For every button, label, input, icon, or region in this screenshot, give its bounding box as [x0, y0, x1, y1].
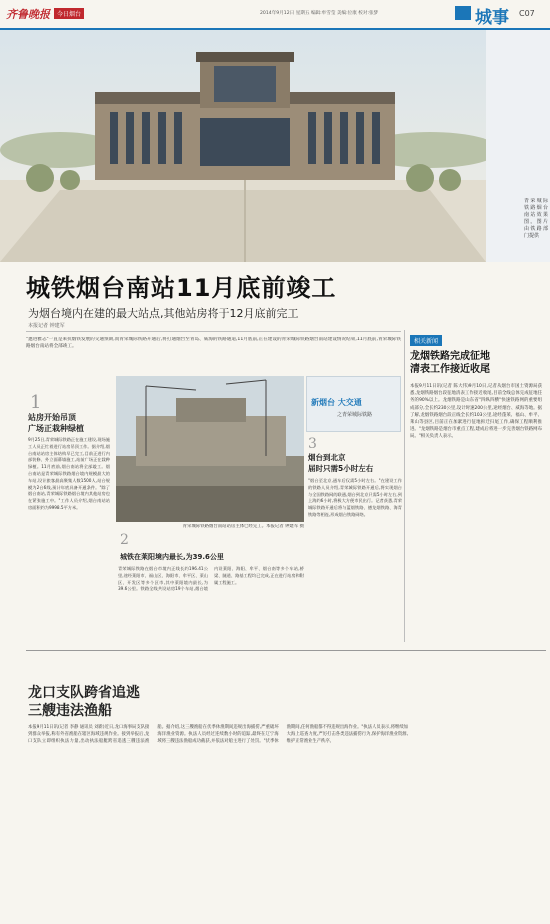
inset-label: 新烟台 大交通	[311, 398, 362, 407]
masthead	[0, 0, 550, 27]
construction-photo	[116, 376, 304, 522]
headline: 城铁烟台南站11月底前竣工	[26, 274, 337, 302]
story1-body: 9月25日,青荣城际铁路正在施工建设,现场施工人员正忙着进行站房吊顶工作。据介绍,烟台南站站房主体结构早已完工,目前正进行内部装修、外立面幕墙施工,站前广场正在栽种绿植。11月底前,烟台南站将全部竣工。烟台南站是青荣城际铁路烟台境内规模最大的车站,设计旅客最高聚集人数1500人,站台规模为2台6线,预计年底具备开通条件。"除了烟台南站,青荣城际铁路烟台境内其他站房也在紧张施工中。"工作人员介绍,烟台南站站房面积约为9998.5平方米。	[28, 437, 110, 510]
bottom-title: 龙口支队跨省追逃 三艘违法渔船	[28, 685, 140, 719]
story2-body: 青荣城际铁路在烟台市境内正线长约196.41公里,途经莱阳市、福山区、海阳市、牟平区、莱山区、开发区等多个区市,其中莱阳境内最长,为39.6公里。铁路全线共设站房19个车站,烟台境内设莱阳、海阳、牟平、烟台南等多个车站,桥梁、隧道、路基工程均已完成,正在进行站房和附属工程施工。	[118, 566, 304, 592]
edition-tag: 今日烟台	[54, 8, 84, 19]
sidebar-body: 本报9月11日讯(记者 陈大伟)9月10日,记者从烟台市国土资源局获悉,龙烟铁路烟台段征地清表工作接近收尾,目前全线总体完成征地任务的90%以上。龙烟铁路是山东省"四纵四横"快速铁路网的重要组成部分,全长约230公里,设计时速200公里,途经烟台、威海等地。据了解,龙烟铁路烟台段正线全长约103公里,途经蓬莱、福山、牟平、莱山等县区,目前正在加紧进行征地拆迁扫尾工作,确保工程顺利推进。"龙烟铁路是烟台市重点工程,建成后将进一步完善烟台铁路网布局。"相关负责人表示。	[410, 384, 542, 440]
byline: 本报记者 钟建军	[28, 323, 65, 329]
story2-title: 城铁在莱阳境内最长,为39.6公里	[120, 553, 224, 561]
photo-caption-panel	[486, 30, 550, 262]
subheadline: 为烟台境内在建的最大站点,其他站房将于12月底前完工	[28, 307, 299, 320]
paper-logo: 齐鲁晚报	[6, 8, 50, 21]
station-rendering	[0, 30, 486, 262]
section-icon	[455, 6, 471, 20]
inline-photo-caption: 青荣城际铁路烟台南站站房主体已经完工。本报记者 钟建军 摄	[182, 524, 304, 529]
story3-body: "烟台至北京,通车后仅需5小时左右。"在建设工作的铁路人员介绍,青荣城际铁路开通后,将实现烟台与全国铁路网的联通,烟台到北京只需5小时左右,到上海约6小时,将极大方便市民出行。记者获悉,青荣城际铁路开通后将与蓝烟铁路、德龙烟铁路、海青铁路等相连,形成烟台铁路网络。	[308, 478, 402, 517]
sidebar-label-text: 相关新闻	[414, 338, 439, 345]
story1-number: 1	[30, 392, 42, 413]
page-number: C07	[519, 9, 535, 18]
sidebar-title: 龙烟铁路完成征地 清表工作接近收尾	[410, 351, 490, 375]
bottom-body: 本报9月11日讯(记者 李静 通讯员 刘新)近日,龙口海事局支队接到群众举报,称有外省渔船在辖区海域违规作业。接到举报后,龙口支队立即组织执法力量,出动执法船艇跨省追逃三艘违法渔船。据介绍,这三艘渔船在伏季休渔期间违规出海捕捞,严重破坏海洋渔业资源。执法人员经过连续数小时的追踪,最终在辽宁海域将三艘违法渔船成功截获,并依法对船主进行了处罚。"伏季休渔期间,任何渔船都不得违规出海作业。"执法人员表示,将继续加大海上巡查力度,严厉打击各类违法捕捞行为,保护海洋渔业资源,维护正常渔业生产秩序。	[28, 725, 408, 744]
story1-title: 站房开始吊顶 广场正栽种绿植	[28, 413, 84, 433]
photo-caption: 青荣城际铁路烟台南站效果图。图片由铁路部门提供	[524, 198, 548, 239]
story3-number: 3	[308, 436, 317, 452]
lead-paragraph: "邀进雅志"一直是莱抗烟铁发展的交通预期,而青荣城际铁路开通后,将打通烟台至青岛、威海的铁路通道,11月底前,正在建设的青荣城际铁路烟台南站建设情况结束,11月底前,青荣城际铁路烟台南站将全部竣工。	[26, 337, 401, 349]
inset-sub: 之青荣城际铁路	[337, 412, 373, 418]
inset-badge	[306, 376, 401, 432]
story2-number: 2	[120, 532, 129, 548]
section-tag: 城事	[475, 8, 509, 28]
dateline: 2014年9月12日 星期五 编辑:牟雪莹 美编:位康 校对:张梦	[260, 11, 379, 16]
story3-title: 烟台到北京 届时只需5小时左右	[308, 453, 374, 473]
sidebar-label	[410, 335, 442, 346]
